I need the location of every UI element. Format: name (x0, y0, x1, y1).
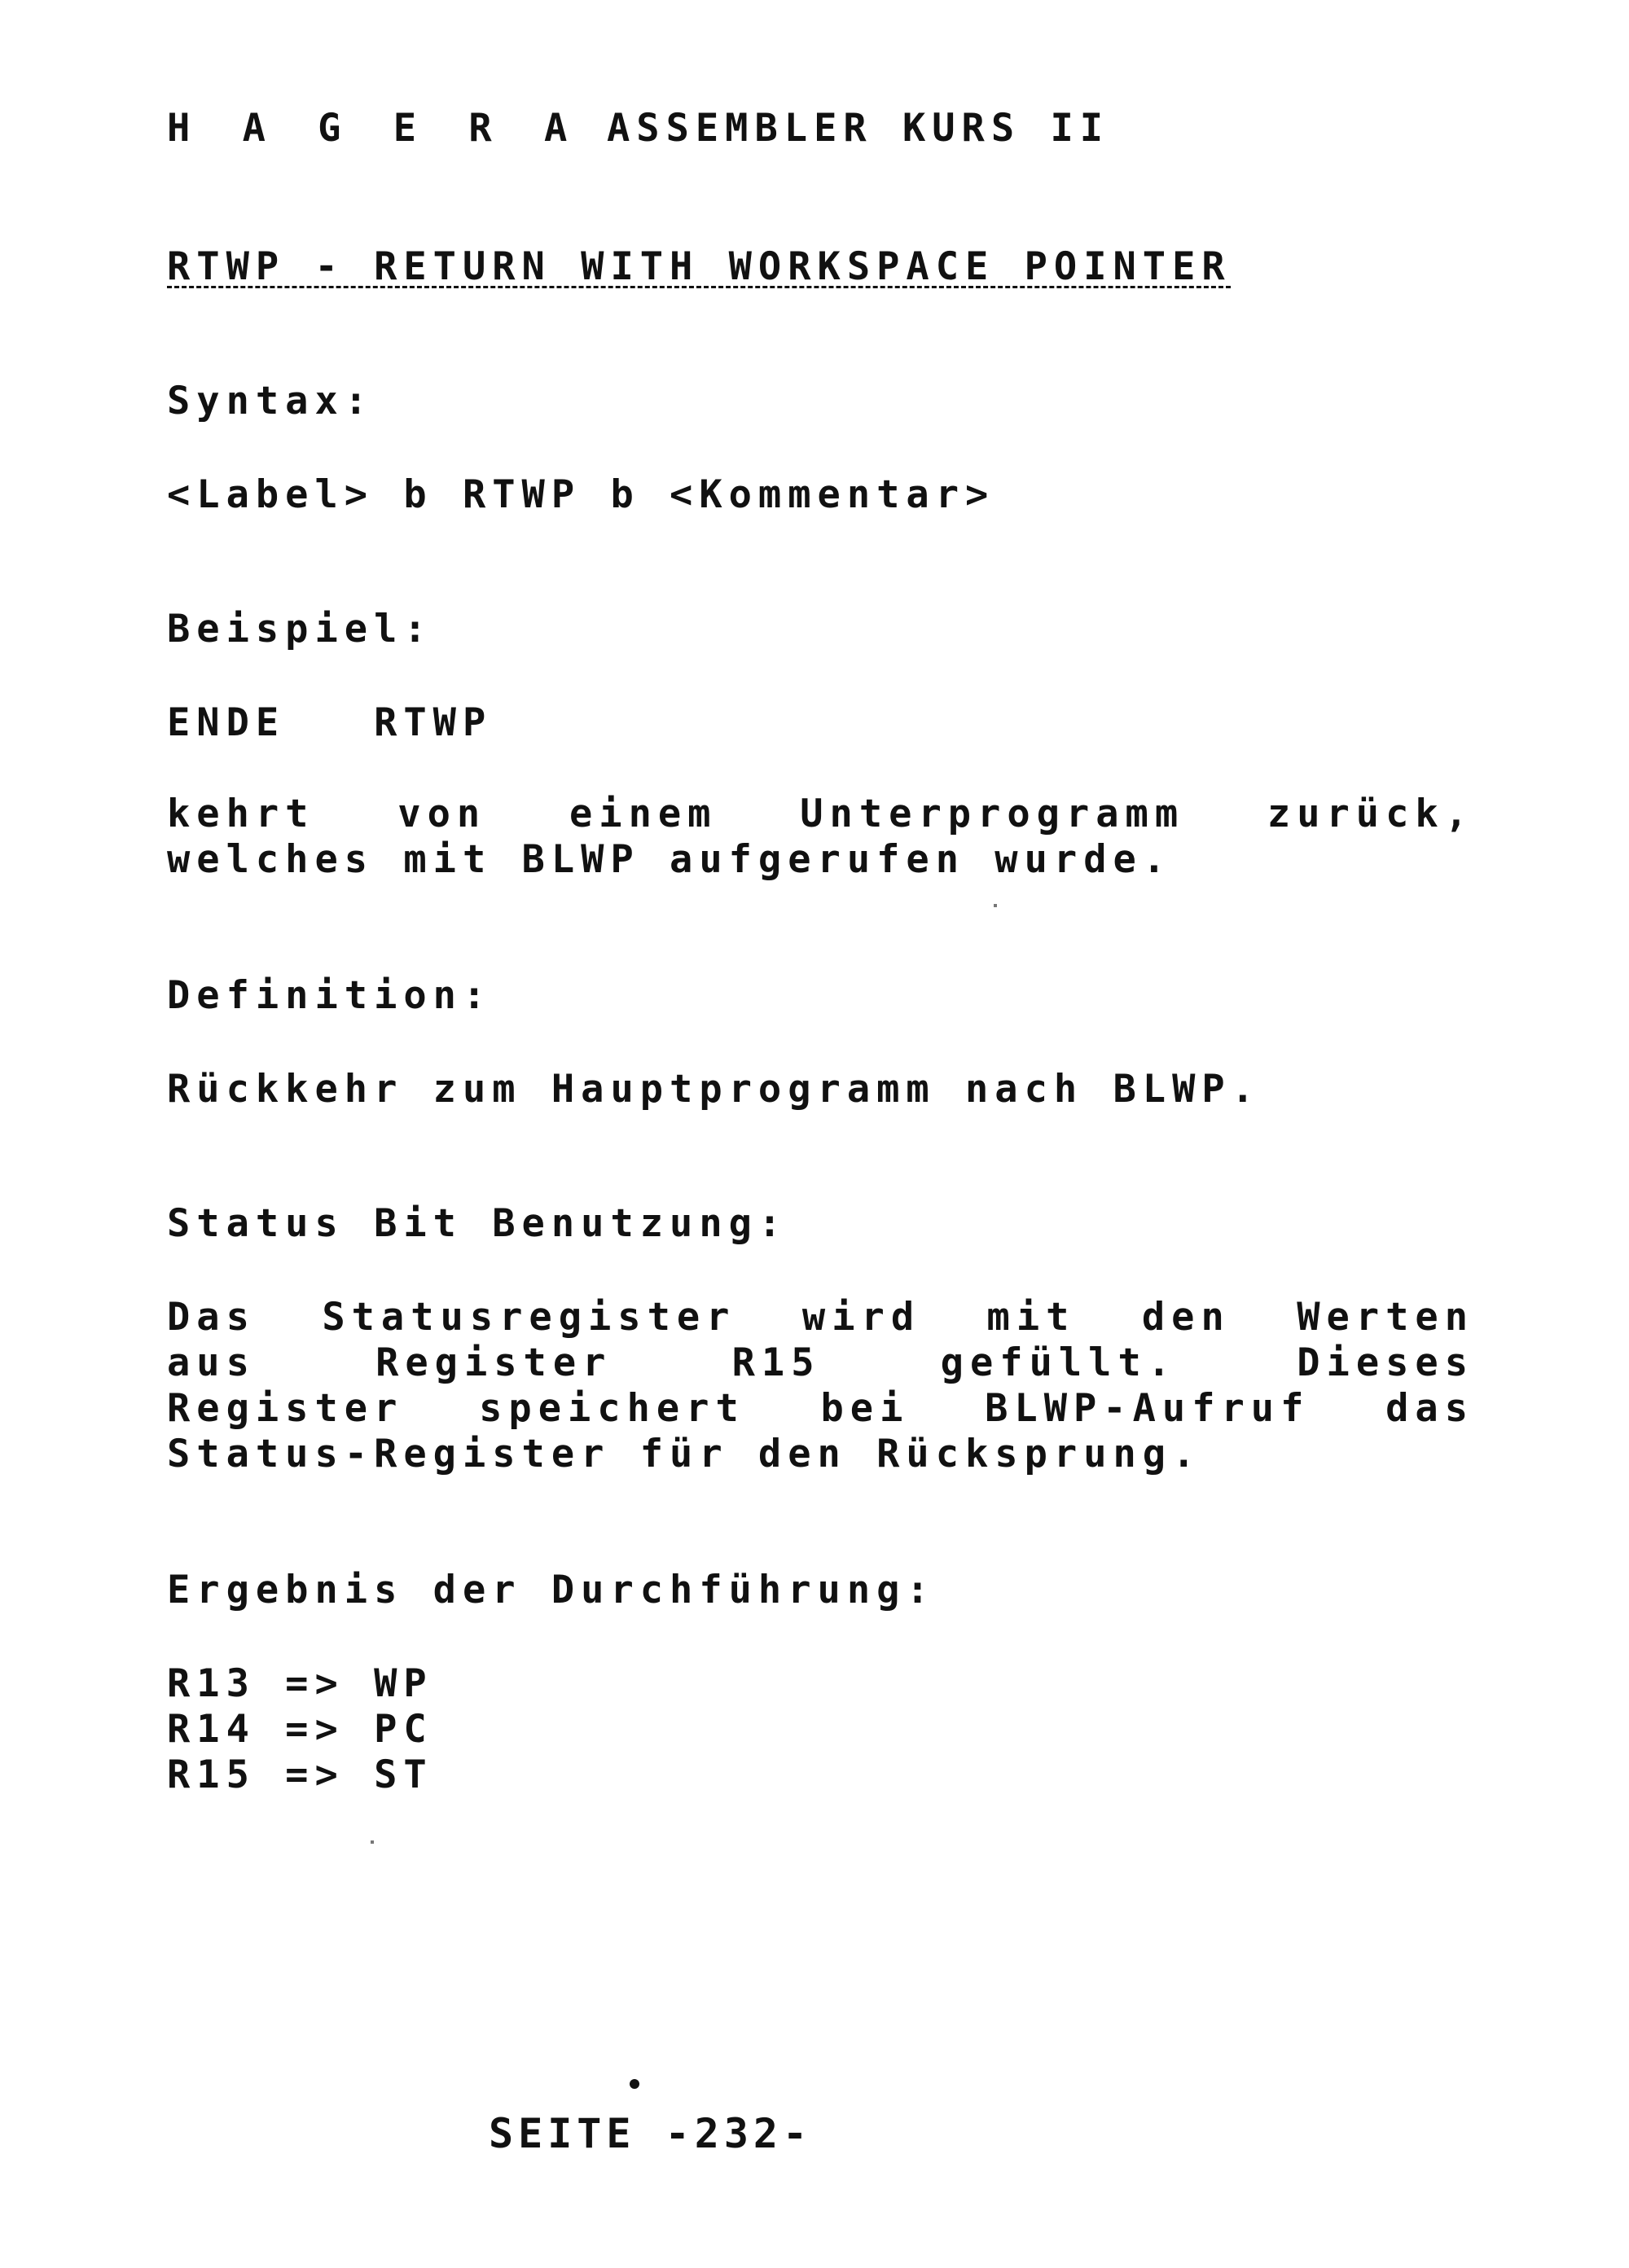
section-heading: RTWP - RETURN WITH WORKSPACE POINTER (167, 244, 1232, 289)
header-company: H A G E R A (167, 106, 582, 151)
syntax-line: <Label> b RTWP b <Kommentar> (167, 472, 995, 517)
status-text-line-2: aus Register R15 gefüllt. Dieses (167, 1340, 1474, 1385)
status-label: Status Bit Benutzung: (167, 1201, 788, 1246)
definition-label: Definition: (167, 973, 493, 1018)
page-number: SEITE -232- (489, 2110, 813, 2157)
status-text-line-3: Register speichert bei BLWP-Aufruf das (167, 1386, 1474, 1431)
definition-text: Rückkehr zum Hauptprogramm nach BLWP. (167, 1067, 1261, 1112)
example-label: Beispiel: (167, 607, 433, 651)
scan-speck (994, 904, 997, 907)
ink-dot (630, 2079, 639, 2089)
status-text-line-1: Das Statusregister wird mit den Werten (167, 1295, 1474, 1340)
result-row: R13 => WP (167, 1661, 433, 1706)
result-row: R15 => ST (167, 1753, 433, 1797)
scan-speck (371, 1840, 374, 1844)
example-text-line-1: kehrt von einem Unterprogramm zurück, (167, 792, 1474, 836)
header-course: ASSEMBLER KURS II (607, 106, 1110, 151)
status-text-line-4: Status-Register für den Rücksprung. (167, 1432, 1202, 1476)
syntax-label: Syntax: (167, 379, 375, 423)
example-text-line-2: welches mit BLWP aufgerufen wurde. (167, 837, 1173, 882)
example-code: ENDE RTWP (167, 700, 493, 745)
result-row: R14 => PC (167, 1707, 433, 1752)
result-label: Ergebnis der Durchführung: (167, 1568, 936, 1612)
